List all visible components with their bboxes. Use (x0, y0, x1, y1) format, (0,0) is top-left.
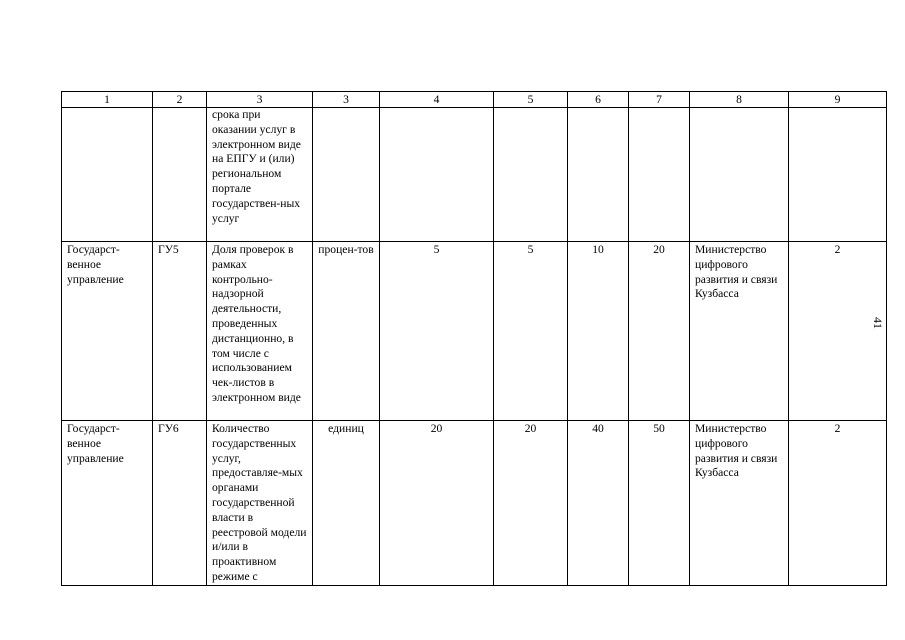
header-cell: 3 (313, 92, 380, 108)
header-cell: 3 (207, 92, 313, 108)
header-cell: 9 (789, 92, 887, 108)
header-cell: 1 (62, 92, 153, 108)
header-cell: 5 (494, 92, 568, 108)
table-cell-value: 5 (494, 242, 568, 421)
header-cell: 2 (153, 92, 207, 108)
table-cell-value: 50 (629, 421, 690, 586)
data-table (61, 91, 887, 586)
table-cell-unit: единиц (313, 421, 380, 586)
table-cell-source: 2 (789, 242, 887, 421)
table-cell-value (629, 108, 690, 242)
table-cell-responsible (690, 108, 789, 242)
table-cell-unit: процен-тов (313, 242, 380, 421)
table-cell-indicator: Количество государственных услуг, предоставляе-мых органами государственной власти в реестровой модели и/или в проактивном режиме с (207, 421, 313, 586)
table-cell-source (789, 108, 887, 242)
table-cell-responsible: Министерство цифрового развития и связи Кузбасса (690, 242, 789, 421)
header-row (62, 92, 887, 108)
table-cell-indicator: Доля проверок в рамках контрольно-надзорной деятельности, проведенных дистанционно, в том числе с использованием чек-листов в электронном виде (207, 242, 313, 421)
table-cell-unit (313, 108, 380, 242)
table-row (62, 242, 887, 421)
table-cell-value: 40 (568, 421, 629, 586)
table-cell-value: 20 (629, 242, 690, 421)
page-number: 41 (871, 317, 885, 329)
table-cell-sphere: Государст-венное управление (62, 421, 153, 586)
table-cell-value: 10 (568, 242, 629, 421)
header-cell: 7 (629, 92, 690, 108)
header-cell: 8 (690, 92, 789, 108)
table-cell-value: 5 (380, 242, 494, 421)
table-cell-sphere: Государст-венное управление (62, 242, 153, 421)
table-cell-value: 20 (380, 421, 494, 586)
table-cell-code: ГУ5 (153, 242, 207, 421)
header-cell: 4 (380, 92, 494, 108)
table-cell-source: 2 (789, 421, 887, 586)
table-row (62, 421, 887, 586)
table-cell-indicator: срока при оказании услуг в электронном виде на ЕПГУ и (или) региональном портале государствен-ных услуг (207, 108, 313, 242)
table-cell-value (494, 108, 568, 242)
table-cell-code: ГУ6 (153, 421, 207, 586)
table-cell-responsible: Министерство цифрового развития и связи Кузбасса (690, 421, 789, 586)
table-cell-code (153, 108, 207, 242)
table-cell-value (380, 108, 494, 242)
table-cell-value: 20 (494, 421, 568, 586)
table-row (62, 108, 887, 242)
table-cell-sphere (62, 108, 153, 242)
table-cell-value (568, 108, 629, 242)
header-cell: 6 (568, 92, 629, 108)
